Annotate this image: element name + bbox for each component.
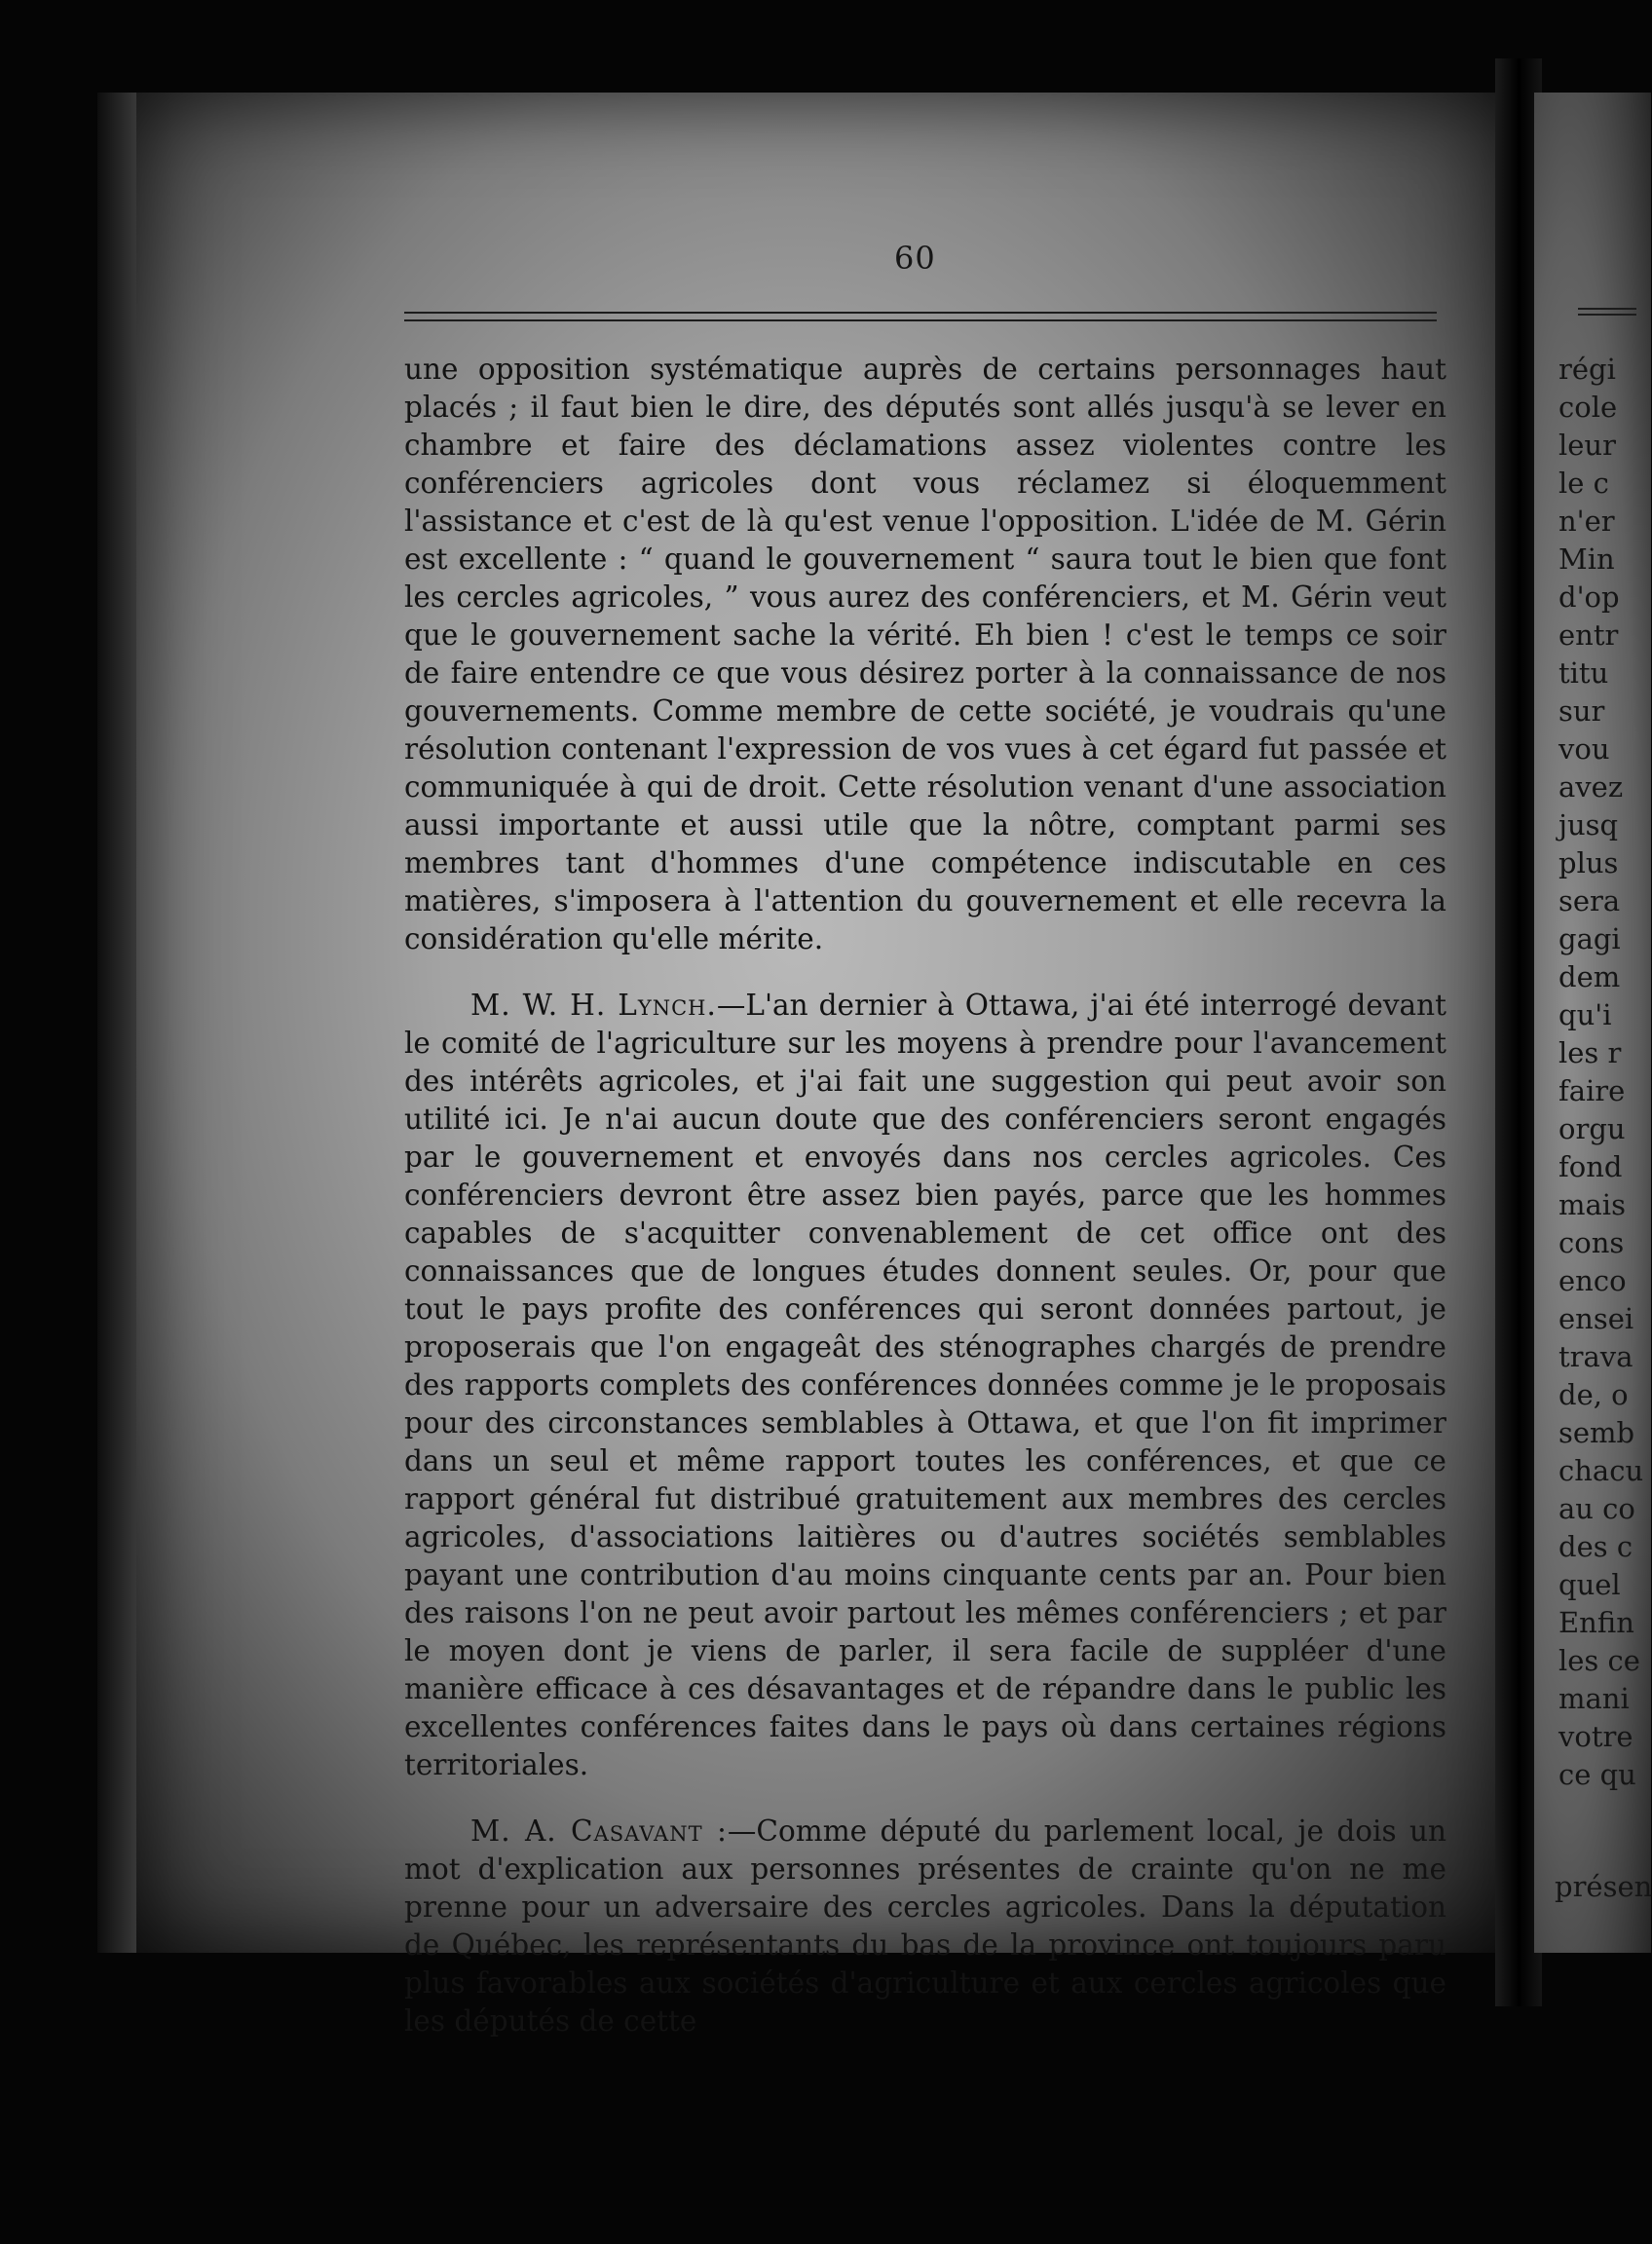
facing-line-fragment: mais xyxy=(1558,1188,1626,1221)
facing-line-fragment: cons xyxy=(1558,1226,1625,1259)
facing-line-fragment: orgu xyxy=(1558,1112,1626,1145)
facing-line-fragment: qu'i xyxy=(1558,998,1612,1031)
facing-line-fragment: mani xyxy=(1558,1682,1630,1715)
facing-line-fragment: n'er xyxy=(1558,505,1615,538)
facing-line-fragment: cole xyxy=(1558,391,1618,424)
facing-line-fragment: votre xyxy=(1558,1720,1633,1753)
facing-line-fragment: chacu xyxy=(1558,1454,1644,1487)
facing-line-fragment: jusq xyxy=(1558,808,1619,842)
facing-line-fragment: les ce xyxy=(1558,1644,1640,1677)
speech-text: —Comme député du parlement local, je dois un mot d'explication aux personnes présentes de crainte qu'on ne me prenne pour un adversaire des cercles agricoles. Dans la députation de Québec, les représentants du bas de la province ont toujours paru plus favorables aux sociétés d'agriculture et aux cercles agricoles que les députés de cette xyxy=(404,1814,1446,2038)
facing-line-fragment: entr xyxy=(1558,618,1619,652)
facing-line-fragment: fond xyxy=(1558,1150,1623,1183)
facing-line-fragment: semb xyxy=(1558,1416,1635,1449)
facing-line-fragment: quel xyxy=(1558,1568,1621,1601)
facing-line-fragment: d'op xyxy=(1558,580,1620,614)
facing-line-fragment: faire xyxy=(1558,1074,1626,1107)
paragraph-opening: une opposition systématique auprès de certains personnages haut placés ; il faut bien le dire, des députés sont allés jusqu'à se lever en chambre et faire des déclamations assez violentes contre les conférenciers agricoles dont vous réclamez si éloquemment l'assistance et c'est de là qu'est venue l'opposition. L'idée de M. Gérin est excellente : “ quand le gouvernement “ saura tout le bien que font les cercles agricoles, ” vous aurez des conférenciers, et M. Gérin veut que le gouvernement sache la vérité. Eh bien ! c'est le temps ce soir de faire entendre ce que vous désirez porter à la connaissance de nos gouvernements. Comme membre de cette société, je voudrais qu'une résolution contenant l'expression de vos vues à cet égard fut passée et communiquée à qui de droit. Cette résolution venant d'une association aussi importante et aussi utile que la nôtre, comptant parmi ses membres tant d'hommes d'une compétence indiscutable en ces matières, s'imposera à l'attention du gouvernement et elle recevra la considération qu'elle mérite. xyxy=(404,353,1446,955)
page-body xyxy=(404,351,1446,2040)
speaker-name: M. W. H. Lynch. xyxy=(470,989,717,1022)
facing-line-fragment: enco xyxy=(1558,1264,1627,1297)
facing-line-fragment: le c xyxy=(1558,467,1609,500)
page-number: 60 xyxy=(894,240,936,277)
facing-line-fragment: régi xyxy=(1558,353,1616,386)
facing-line-fragment: dem xyxy=(1558,960,1621,993)
facing-line-fragment: Enfin xyxy=(1558,1606,1634,1639)
facing-line-fragment: sera xyxy=(1558,884,1621,917)
facing-line-fragment: des c xyxy=(1558,1530,1633,1563)
facing-header-rule xyxy=(1578,308,1636,316)
facing-line-fragment: trava xyxy=(1558,1340,1633,1373)
facing-line-fragment: leur xyxy=(1558,429,1616,462)
facing-line-fragment: de, o xyxy=(1558,1378,1629,1411)
facing-line-fragment: titu xyxy=(1558,656,1609,690)
facing-page-bottom-fragment: présen xyxy=(1555,1870,1652,1903)
header-double-rule xyxy=(404,312,1437,321)
facing-line-fragment: avez xyxy=(1558,770,1624,804)
facing-page-text xyxy=(1558,351,1644,1794)
facing-line-fragment: vou xyxy=(1558,732,1610,766)
facing-line-fragment: gagi xyxy=(1558,922,1621,955)
speech-lynch xyxy=(404,987,1446,1784)
facing-line-fragment: ensei xyxy=(1558,1302,1634,1335)
facing-line-fragment: plus xyxy=(1558,846,1619,879)
speech-text: —L'an dernier à Ottawa, j'ai été interrogé devant le comité de l'agriculture sur les moyens à prendre pour l'avancement des intérêts agricoles, et j'ai fait une suggestion qui peut avoir son utilité ici. Je n'ai aucun doute que des conférenciers seront engagés par le gouvernement et envoyés dans nos cercles agricoles. Ces conférenciers devront être assez bien payés, parce que les hommes capables de s'acquitter convenablement de cet office ont des connaissances que de longues études donnent seules. Or, pour que tout le pays profite des conférences qui seront données partout, je proposerais que l'on engageât des sténographes chargés de prendre des rapports complets des conférences données comme je le proposais pour des circonstances semblables à Ottawa, et que l'on fit imprimer dans un seul et même rapport toutes les conférences, et que ce rapport général fut distribué gratuitement aux membres des cercles agricoles, d'associations laitières ou d'autres sociétés semblables payant une contribution d'au moins cinquante cents par an. Pour bien des raisons l'on ne peut avoir partout les mêmes conférenciers ; et par le moyen dont je viens de parler, il sera facile de suppléer d'une manière efficace à ces désavantages et de répandre dans le public les excellentes conférences faites dans le pays où dans certaines régions territoriales. xyxy=(404,989,1447,1781)
speech-casavant xyxy=(404,1813,1446,2040)
facing-line-fragment: au co xyxy=(1558,1492,1635,1525)
facing-line-fragment: Min xyxy=(1558,542,1615,576)
facing-line-fragment: les r xyxy=(1558,1036,1622,1069)
facing-line-fragment: ce qu xyxy=(1558,1758,1636,1791)
facing-line-fragment: sur xyxy=(1558,694,1605,728)
speaker-name: M. A. Casavant : xyxy=(470,1814,728,1848)
